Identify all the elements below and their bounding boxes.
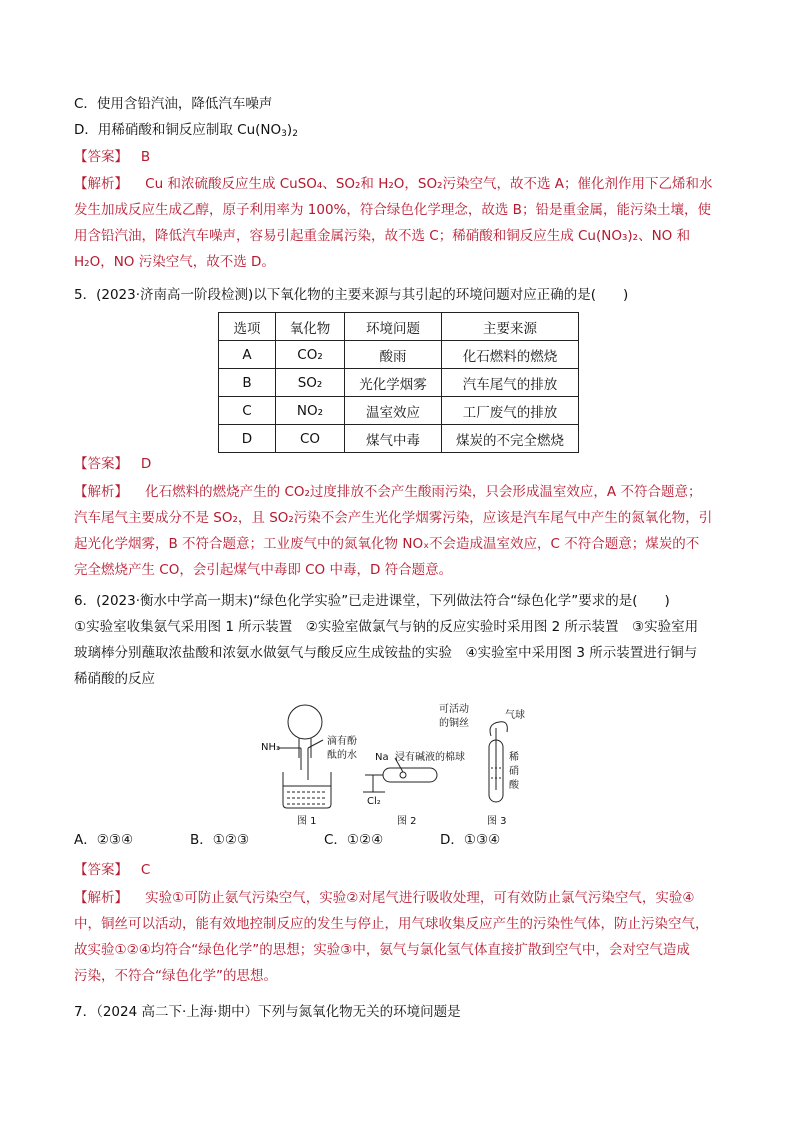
label-copper-1: 可活动 xyxy=(439,704,469,715)
q5-analysis-line-3: 起光化学烟雾，B 不符合题意；工业废气中的氮氧化物 NOₓ不会造成温室效应，C 不符合题意；煤炭的不 xyxy=(74,536,700,552)
q6-analysis-line-1: 【解析】 实验①可防止氨气污染空气，实验②对尾气进行吸收处理，可有效防止氯气污染空气，实验④ xyxy=(74,890,695,906)
q6-items-line-1: ①实验室收集氨气采用图 1 所示装置 ②实验室做氯气与钠的反应实验时采用图 2 所示装置 ③实验室用 xyxy=(74,619,699,635)
q6-analysis-line-4: 污染，不符合“绿色化学”的思想。 xyxy=(74,968,277,984)
q6-choice-b: B．①②③ xyxy=(190,832,250,848)
q5-analysis-line-2: 汽车尾气主要成分不是 SO₂，且 SO₂污染不会产生光化学烟雾污染，应该是汽车尾气中产生的氮氧化物，引 xyxy=(74,510,713,526)
q4-analysis-line-2: 发生加成反应生成乙醇，原子利用率为 100%，符合绿色化学理念，故选 B；铅是重金属，能污染土壤，使 xyxy=(74,202,711,218)
table-header: 主要来源 xyxy=(442,313,579,341)
balloon-icon xyxy=(490,722,507,736)
label-cotton: 浸有碱液的棉球 xyxy=(395,752,465,763)
label-water-1: 滴有酚 xyxy=(327,736,357,747)
label-acid-2: 硝 xyxy=(509,766,519,777)
q6-items-line-2: 玻璃棒分别蘸取浓盐酸和浓氨水做氨气与酸反应生成铵盐的实验 ④实验室中采用图 3 所示装置进行铜与 xyxy=(74,645,698,661)
figure-1-caption: 图 1 xyxy=(297,816,317,827)
label-na: Na xyxy=(375,752,389,763)
q6-items-line-3: 稀硝酸的反应 xyxy=(74,671,155,687)
table-row xyxy=(219,397,579,425)
option-c-text: C．使用含铅汽油，降低汽车噪声 xyxy=(74,96,273,112)
table-cell: NO₂ xyxy=(276,397,345,425)
glass-tube-icon xyxy=(383,768,437,782)
option-d-text: D．用稀硝酸和铜反应制取 $Cu(NO_3)_2$ xyxy=(74,122,298,139)
table-cell: 煤气中毒 xyxy=(345,425,442,453)
table-cell: 温室效应 xyxy=(345,397,442,425)
q6-choice-d: D．①③④ xyxy=(440,832,501,848)
table-row xyxy=(219,341,579,369)
table-cell: CO₂ xyxy=(276,341,345,369)
table-cell: 化石燃料的燃烧 xyxy=(442,341,579,369)
label-copper-2: 的铜丝 xyxy=(439,718,469,729)
table-row xyxy=(219,369,579,397)
table-row xyxy=(219,425,579,453)
figure-2-caption: 图 2 xyxy=(397,816,417,827)
beaker-icon xyxy=(283,772,331,808)
table-cell: B xyxy=(219,369,276,397)
q5-stem: 5．(2023·济南高一阶段检测)以下氧化物的主要来源与其引起的环境问题对应正确的是( ) xyxy=(74,287,629,303)
q4-analysis-line-1: 【解析】 Cu 和浓硫酸反应生成 CuSO₄、SO₂和 H₂O，SO₂污染空气，故不选 A；催化剂作用下乙烯和水 xyxy=(74,176,713,192)
table-cell: 汽车尾气的排放 xyxy=(442,369,579,397)
q5-answer: 【答案】 D xyxy=(74,456,152,472)
flask-icon xyxy=(288,705,322,739)
q7-stem: 7．（2024 高二下·上海·期中）下列与氮氧化物无关的环境问题是 xyxy=(74,1004,461,1020)
q5-options-table xyxy=(218,312,579,453)
label-acid-1: 稀 xyxy=(509,752,519,763)
table-cell: 光化学烟雾 xyxy=(345,369,442,397)
q6-analysis-line-3: 故实验①②④均符合“绿色化学”的思想；实验③中，氨气与氯化氢气体直接扩散到空气中，会对空气造成 xyxy=(74,942,690,958)
q6-choice-c: C．①②④ xyxy=(324,832,384,848)
label-nh3: NH₃ xyxy=(261,742,281,753)
table-cell: 煤炭的不完全燃烧 xyxy=(442,425,579,453)
label-balloon: 气球 xyxy=(505,710,525,721)
label-cl2: Cl₂ xyxy=(367,796,381,807)
table-header: 氧化物 xyxy=(276,313,345,341)
q6-analysis-line-2: 中，铜丝可以活动，能有效地控制反应的发生与停止，用气球收集反应产生的污染性气体，防止污染空气， xyxy=(74,916,709,932)
q4-analysis-line-3: 用含铅汽油，降低汽车噪声，容易引起重金属污染，故不选 C；稀硝酸和铜反应生成 Cu(NO₃)₂、NO 和 xyxy=(74,228,691,244)
q6-choice-a: A．②③④ xyxy=(74,832,134,848)
q4-answer: 【答案】 B xyxy=(74,149,151,165)
q6-answer: 【答案】 C xyxy=(74,862,151,878)
q6-stem: 6．(2023·衡水中学高一期末)“绿色化学实验”已走进课堂，下列做法符合“绿色化学”要求的是( ) xyxy=(74,593,670,609)
sodium-icon xyxy=(400,772,406,778)
q6-apparatus-figure xyxy=(255,700,555,830)
label-acid-3: 酸 xyxy=(509,780,519,791)
table-cell: A xyxy=(219,341,276,369)
q4-analysis-line-4: H₂O，NO 污染空气，故不选 D。 xyxy=(74,254,275,270)
table-header-row xyxy=(219,313,579,341)
table-cell: CO xyxy=(276,425,345,453)
table-cell: C xyxy=(219,397,276,425)
table-cell: SO₂ xyxy=(276,369,345,397)
table-cell: 酸雨 xyxy=(345,341,442,369)
table-cell: D xyxy=(219,425,276,453)
table-cell: 工厂废气的排放 xyxy=(442,397,579,425)
table-header: 环境问题 xyxy=(345,313,442,341)
q5-analysis-line-4: 完全燃烧产生 CO，会引起煤气中毒即 CO 中毒，D 符合题意。 xyxy=(74,562,453,578)
figure-3-caption: 图 3 xyxy=(487,816,507,827)
label-water-2: 酞的水 xyxy=(327,750,357,761)
table-header: 选项 xyxy=(219,313,276,341)
q5-analysis-line-1: 【解析】 化石燃料的燃烧产生的 CO₂过度排放不会产生酸雨污染，只会形成温室效应，A 不符合题意； xyxy=(74,484,702,500)
